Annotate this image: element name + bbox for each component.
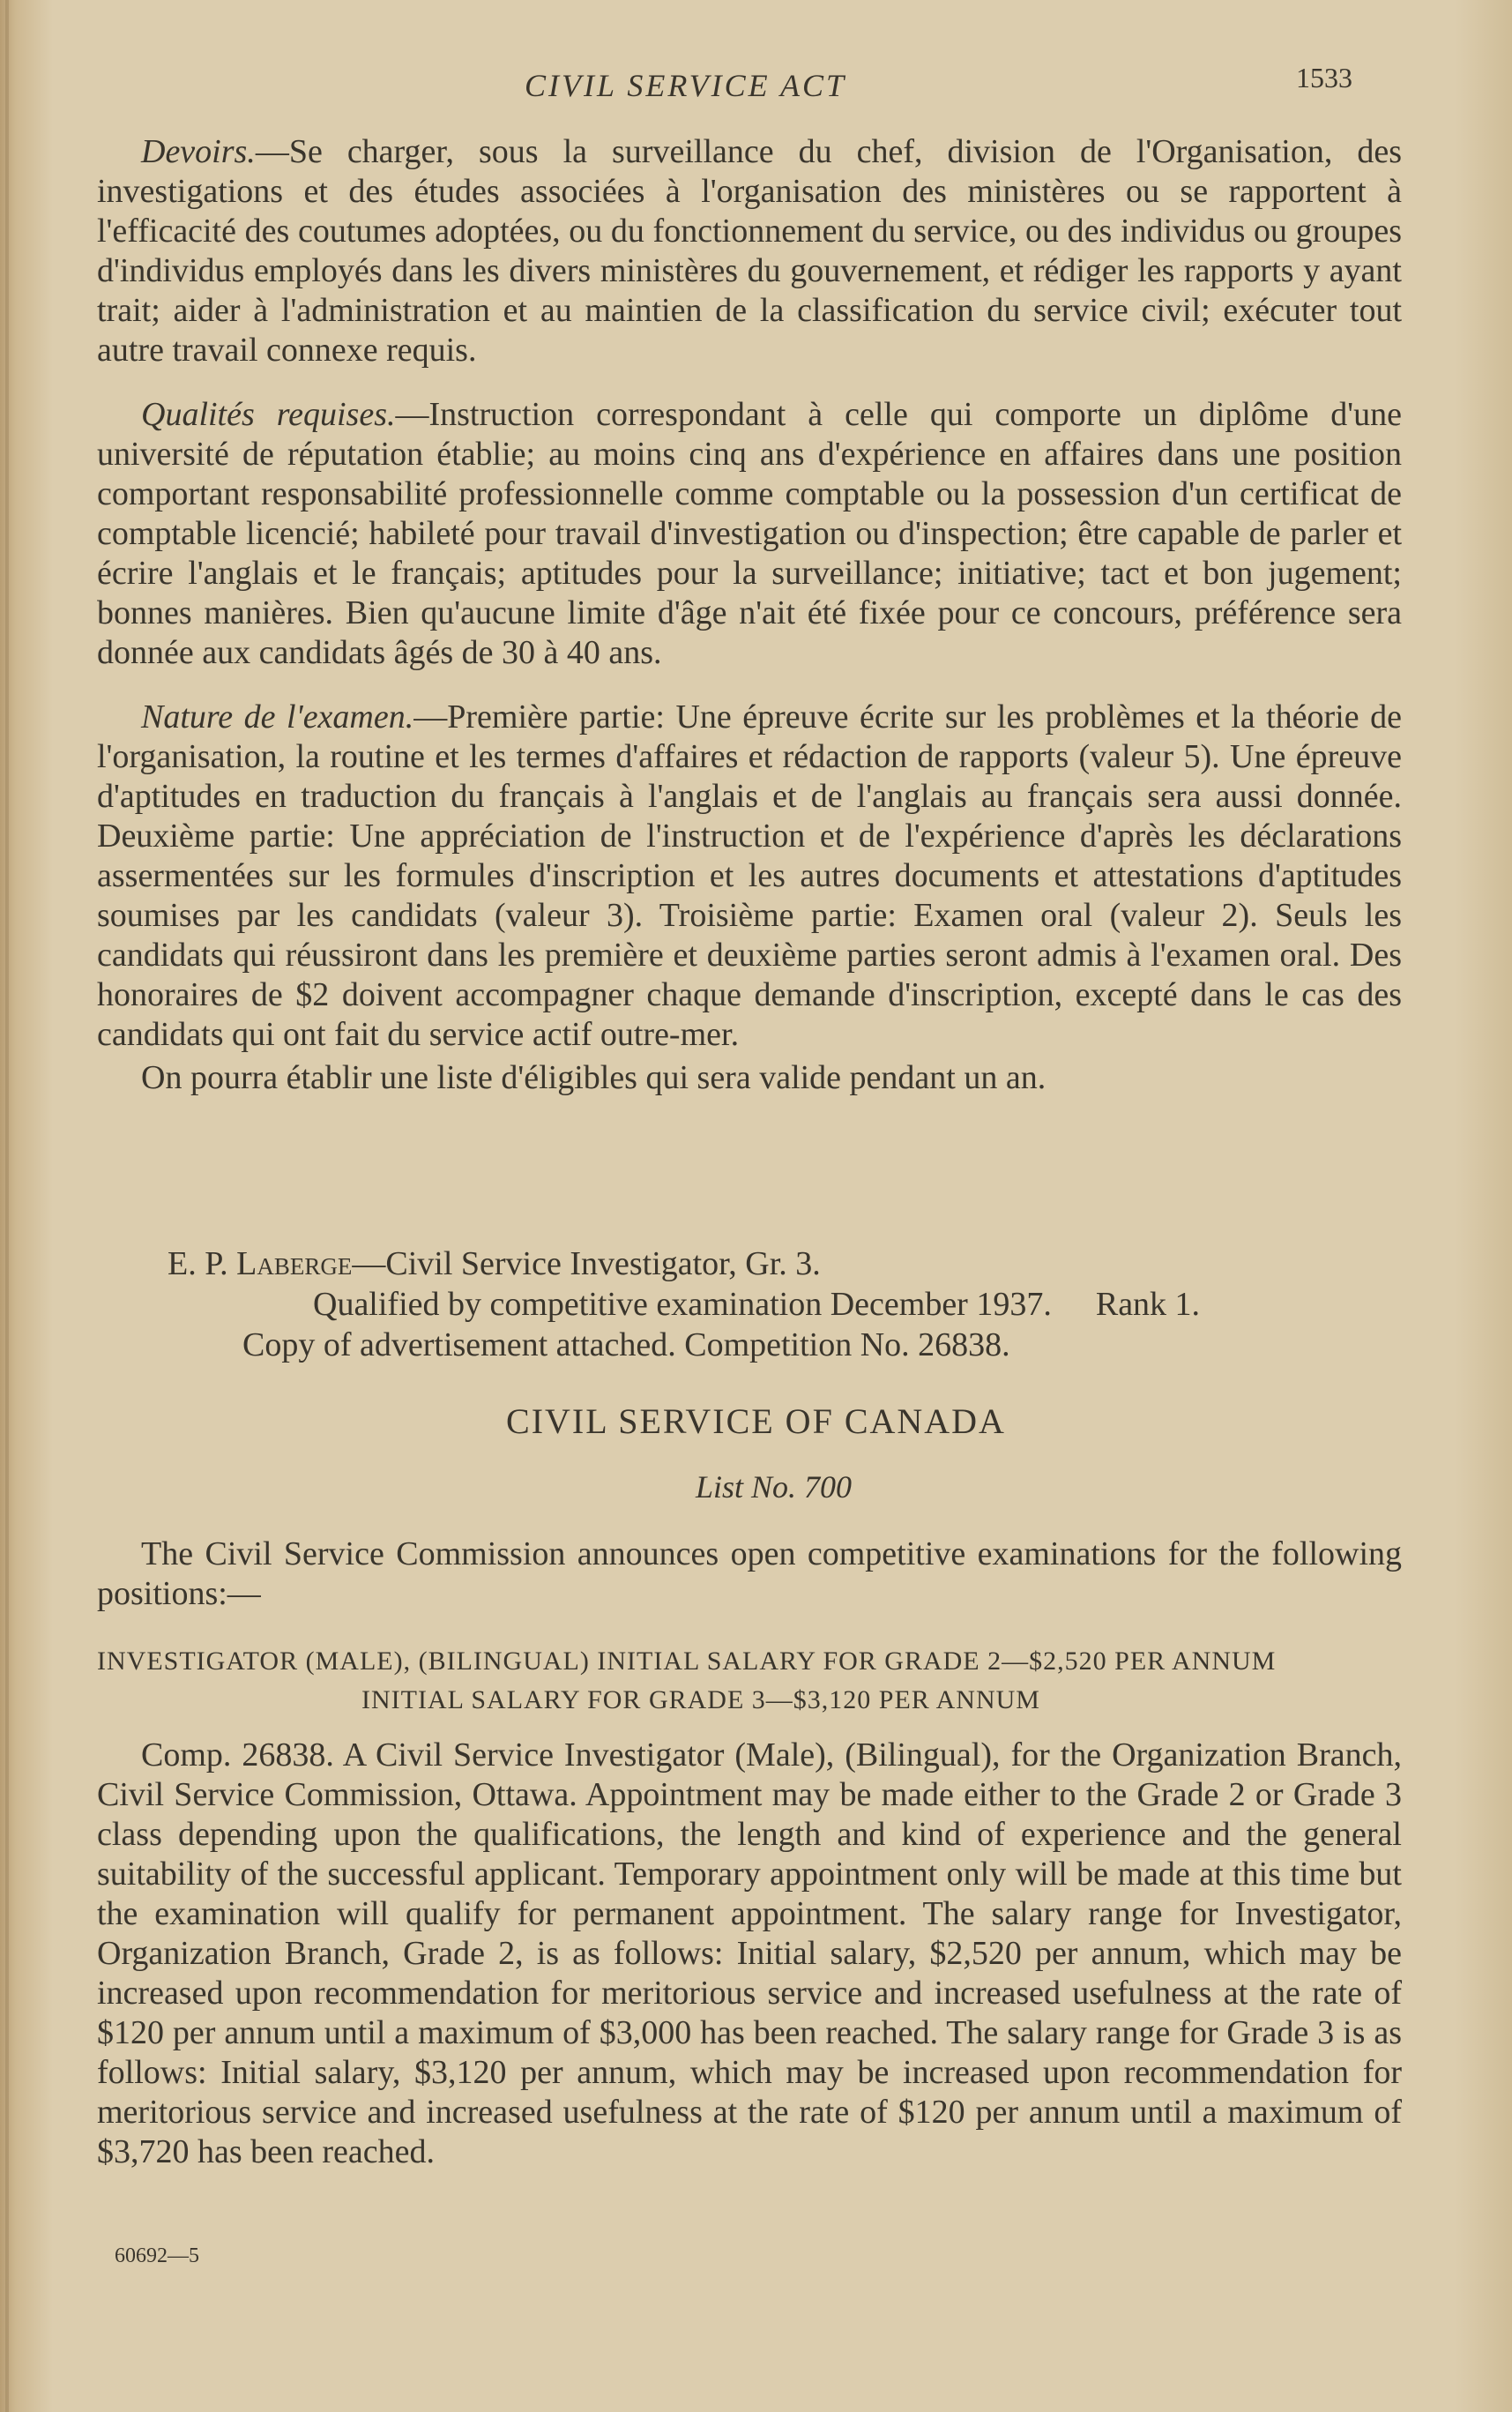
notice-intro: The Civil Service Commission announces open competitive examinations for the following positions:— bbox=[97, 1535, 1402, 1612]
record-position: —Civil Service Investigator, Gr. 3. bbox=[352, 1245, 821, 1282]
binding-edge bbox=[5, 0, 9, 2412]
record-surname: Laberge bbox=[236, 1245, 353, 1282]
exam-text: —Première partie: Une épreuve écrite sur les problèmes et la théorie de l'organisation, la routine et les termes d'affaires et rédaction de rapports (valeur 5). Une épreuve d'aptitudes en traduction du français à l'anglais et de l'anglais au français sera aussi donnée. Deuxième partie: Une appréciation de l'instruction et de l'expérience d'après les déclarations assermentées sur les formules d'inscription et les autres documents et attestations d'aptitudes soumises par les candidats (valeur 3). Troisième partie: Examen oral (valeur 2). Seuls les candidats qui réussiront dans les première et deuxième parties seront admis à l'examen oral. Des honoraires de $2 doivent accompagner chaque demande d'inscription, excepté dans le cas des candidats qui ont fait du service actif outre-mer. bbox=[97, 698, 1402, 1053]
record-copy-note: Copy of advertisement attached. Competition No. 26838. bbox=[242, 1326, 1010, 1363]
record-initials: E. P. bbox=[168, 1245, 237, 1282]
eligible-list-paragraph: On pourra établir une liste d'éligibles qui sera valide pendant un an. bbox=[141, 1059, 1046, 1096]
page-number: 1533 bbox=[1296, 62, 1352, 93]
list-number: List No. 700 bbox=[695, 1469, 853, 1505]
qualifications-paragraph bbox=[97, 395, 1402, 673]
competition-block bbox=[97, 1736, 1402, 2197]
record-name-line bbox=[97, 1243, 1402, 1284]
record-rank: Rank 1. bbox=[1095, 1286, 1201, 1323]
record-qualified-line bbox=[97, 1284, 1402, 1325]
page-header bbox=[0, 62, 1512, 115]
competition-paragraph: Comp. 26838. A Civil Service Investigator (Male), (Bilingual), for the Organization Branch, Civil Service Commission, Ottawa. Appointment may be made either to the Grade 2 or Grade 3 class depending upon the qualifications, the length and kind of experience and the general suitability of the successful applicant. Temporary appointment only will be made at this time but the examination will qualify for permanent appointment. The salary range for Investigator, Organization Branch, Grade 2, is as follows: Initial salary, $2,520 per annum, which may be increased upon recommendation for meritorious service and increased usefulness at the rate of $120 per annum until a maximum of $3,000 has been reached. The salary range for Grade 3 is as follows: Initial salary, $3,120 per annum, which may be increased upon recommendation for meritorious service and increased usefulness at the rate of $120 per annum until a maximum of $3,720 has been reached. bbox=[97, 1736, 1402, 2170]
running-title: CIVIL SERVICE ACT bbox=[525, 68, 847, 103]
qualifications-text: —Instruction correspondant à celle qui comporte un diplôme d'une université de réputation établie; au moins cinq ans d'expérience en affaires dans une position comportant responsabilité professionnelle comme comptable ou la possession d'un certificat de comptable licencié; habileté pour travail d'investigation ou d'inspection; être capable de parler et écrire l'anglais et le français; aptitudes pour la surveillance; initiative; tact et bon jugement; bonnes manières. Bien qu'aucune limite d'âge n'ait été fixée pour ce concours, préférence sera donnée aux candidats âgés de 30 à 40 ans. bbox=[97, 396, 1403, 671]
duties-paragraph bbox=[97, 132, 1402, 370]
exam-paragraph bbox=[97, 698, 1402, 1055]
footer-code: 60692—5 bbox=[115, 2244, 199, 2267]
record-qualified: Qualified by competitive examination December 1937. bbox=[313, 1286, 1052, 1323]
french-section bbox=[97, 132, 1402, 1123]
position-heading-line2: INITIAL SALARY FOR GRADE 3—$3,120 PER ANNUM bbox=[361, 1685, 1040, 1714]
position-heading bbox=[97, 1642, 1419, 1720]
appointment-record bbox=[97, 1243, 1402, 1365]
notice-title: CIVIL SERVICE OF CANADA bbox=[506, 1401, 1006, 1441]
position-heading-line1: INVESTIGATOR (MALE), (BILINGUAL) INITIAL SALARY FOR GRADE 2—$2,520 PER ANNUM bbox=[97, 1647, 1277, 1676]
exam-lead: Nature de l'examen. bbox=[141, 698, 414, 736]
duties-text: —Se charger, sous la surveillance du chef, division de l'Organisation, des investigations et des études associées à l'organisation des ministères ou se rapportent à l'efficacité des coutumes adoptées, ou du fonctionnement du service, ou des individus ou groupes d'individus employés dans les divers ministères du gouvernement, et rédiger les rapports y ayant trait; aider à l'administration et au maintien de la classification du service civil; exécuter tout autre travail connexe requis. bbox=[97, 133, 1402, 369]
qualifications-lead: Qualités requises. bbox=[141, 396, 396, 433]
duties-lead: Devoirs. bbox=[141, 133, 256, 170]
notice-intro-block bbox=[97, 1535, 1402, 1639]
